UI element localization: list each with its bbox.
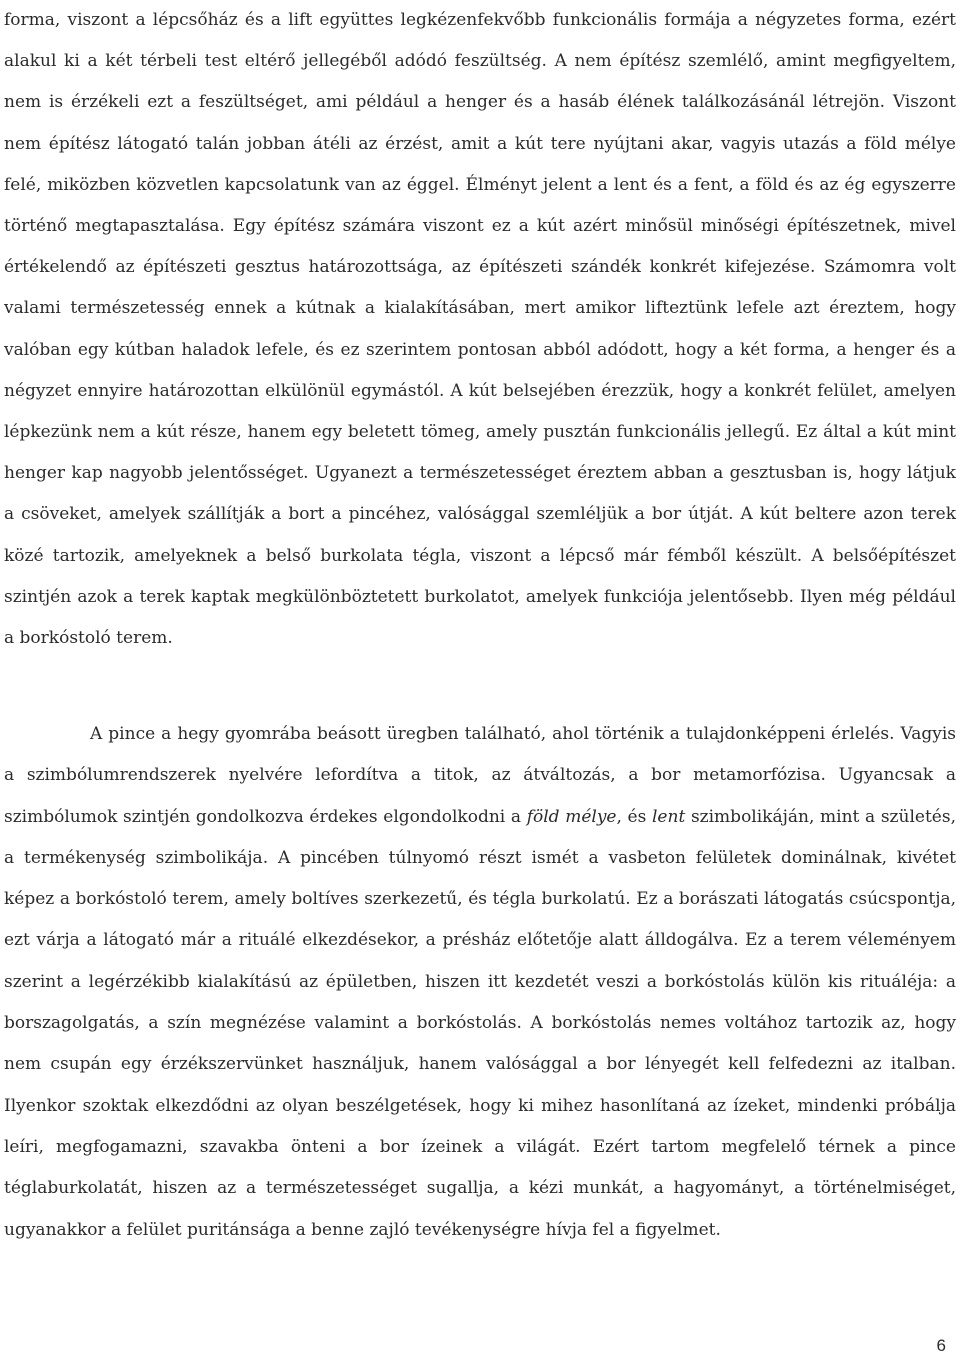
page-number: 6 <box>936 1336 946 1355</box>
paragraph-2-text-a: A pince a hegy gyomrába beásott üregben található, ahol történik a tulajdonképpeni érlelés. Vagyis a szimbólumrendszerek nyelvére lefordítva a titok, az átváltozás, a bor metamorfózisa. Ugyancsak a szimbólumok szintjén gondolkozva érdekes elgondolkodni a <box>4 724 956 827</box>
paragraph-2-text-c: szimbolikáján, mint a születés, a termékenység szimbolikája. A pincében túlnyomó részt ismét a vasbeton felületek dominálnak, kivétet képez a borkóstoló terem, amely boltíves szerkezetű, és tégla burkolatú. Ez a borászati látogatás csúcspontja, ezt várja a látogató már a rituálé elkezdésekor, a présház előtetője alatt álldogálva. Ez a terem véleményem szerint a legérzékibb kialakítású az épületben, hiszen itt kezdetét veszi a borkóstolás külön kis rituáléja: a borszagolgatás, a szín megnézése valamint a borkóstolás. A borkóstolás nemes voltához tartozik az, hogy nem csupán egy érzékszervünket használjuk, hanem valósággal a bor lényegét kell felfedezni az italban. Ilyenkor szoktak elkezdődni az olyan beszélgetések, hogy ki mihez hasonlítaná az ízeket, mindenki próbálja leíri, megfogamazni, szavakba önteni a bor ízeinek a világát. Ezért tartom megfelelő térnek a pince téglaburkolatát, hiszen az a természetességet sugallja, a kézi munkát, a hagyományt, a történelmiséget, ugyanakkor a felület puritánsága a benne zajló tevékenységre hívja fel a figyelmet. <box>4 806 956 1240</box>
body-paragraph-1: forma, viszont a lépcsőház és a lift együttes legkézenfekvőbb funkcionális formája a négyzetes forma, ezért alakul ki a két térbeli test eltérő jellegéből adódó feszültség. A nem építész szemlélő, amint megfigyeltem, nem is érzékeli ezt a feszültséget, ami például a henger és a hasáb élének találkozásánál létrejön. Viszont nem építész látogató talán jobban átéli az érzést, amit a kút tere nyújtani akar, vagyis utazás a föld mélye felé, miközben közvetlen kapcsolatunk van az éggel. Élményt jelent a lent és a fent, a föld és az ég egyszerre történő megtapasztalása. Egy építész számára viszont ez a kút azért minősül minőségi építészetnek, mivel értékelendő az építészeti gesztus határozottsága, az építészeti szándék konkrét kifejezése. Számomra volt valami természetesség ennek a kútnak a kialakításában, mert amikor lifteztünk lefele azt éreztem, hogy valóban egy kútban haladok lefele, és ez szerintem pontosan abból adódott, hogy a két forma, a henger és a négyzet ennyire határozottan elkülönül egymástól. A kút belsejében érezzük, hogy a konkrét felület, amelyen lépkezünk nem a kút része, hanem egy beletett tömeg, amely pusztán funkcionális jellegű. Ez által a kút mint henger kap nagyobb jelentősséget. Ugyanezt a természetességet éreztem abban a gesztusban is, hogy látjuk a csöveket, amelyek szállítják a bort a pincéhez, valósággal szemléljük a bor útját. A kút beltere azon terek közé tartozik, amelyeknek a belső burkolata tégla, viszont a lépcső már fémből készült. A belsőépítészet szintjén azok a terek kaptak megkülönböztetett burkolatot, amelyek funkciója jelentősebb. Ilyen még például a borkóstoló terem. <box>4 10 956 649</box>
emphasis-lent: lent <box>652 806 686 827</box>
paragraph-2-text-b: , és <box>616 806 652 827</box>
emphasis-fold-melye: föld mélye <box>526 806 617 827</box>
body-paragraph-2 <box>4 714 956 1251</box>
